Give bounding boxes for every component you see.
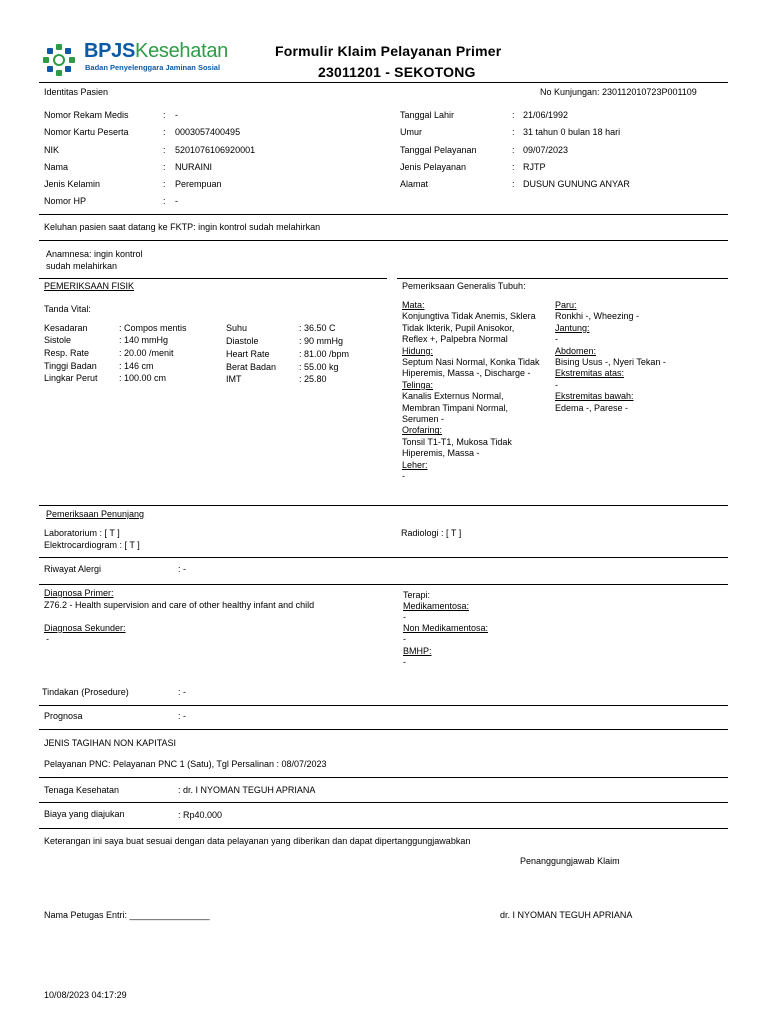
vital-label: Heart Rate bbox=[226, 349, 270, 359]
penanggungjawab-name: dr. I NYOMAN TEGUH APRIANA bbox=[500, 910, 633, 920]
vital-label: Sistole bbox=[44, 335, 72, 345]
field-label: Umur bbox=[400, 127, 422, 137]
field-label: Alamat bbox=[400, 179, 429, 189]
mata-label: Mata: bbox=[402, 300, 425, 310]
generalis-col-left bbox=[402, 300, 542, 483]
field-label: Tanggal Pelayanan bbox=[400, 145, 477, 155]
vital-value: : 36.50 C bbox=[299, 323, 336, 333]
field-colon: : bbox=[163, 196, 166, 206]
field-value: RJTP bbox=[523, 162, 546, 172]
logo-brand-bpjs: BPJS bbox=[84, 40, 136, 62]
ekstremitas-atas-label: Ekstremitas atas: bbox=[555, 368, 625, 379]
field-value: Perempuan bbox=[175, 179, 222, 189]
vital-label: Diastole bbox=[226, 336, 259, 346]
penanggungjawab-label: Penanggungjawab Klaim bbox=[520, 856, 620, 866]
ekstremitas-bawah-value: Edema -, Parese - bbox=[555, 402, 629, 413]
field-value: 21/06/1992 bbox=[523, 110, 569, 120]
field-colon: : bbox=[163, 179, 166, 189]
field-value: 31 tahun 0 bulan 18 hari bbox=[523, 127, 621, 137]
field-colon: : bbox=[163, 127, 166, 137]
generalis-col-right bbox=[555, 300, 725, 414]
medikamentosa-value: - bbox=[403, 612, 406, 622]
prognosa-value: : - bbox=[178, 711, 186, 721]
vital-value: : 20.00 /menit bbox=[119, 348, 174, 358]
hidung-value: Septum Nasi Normal, Konka Tidak Hiperemis, Massa -, Discharge - bbox=[402, 357, 540, 379]
medikamentosa-label: Medikamentosa: bbox=[403, 601, 470, 611]
telinga-value: Kanalis Externus Normal, Membran Timpani Normal, Serumen - bbox=[402, 391, 509, 425]
no-kunjungan: No Kunjungan: 230112010723P001109 bbox=[540, 87, 697, 97]
field-value: - bbox=[175, 196, 178, 206]
vital-value: : 25.80 bbox=[299, 374, 327, 384]
field-colon: : bbox=[512, 145, 515, 155]
leher-label: Leher: bbox=[402, 459, 428, 470]
vital-value: : 81.00 /bpm bbox=[299, 349, 350, 359]
field-label: Nomor Rekam Medis bbox=[44, 110, 129, 120]
laboratorium-field: Laboratorium : [ T ] bbox=[44, 528, 120, 538]
tanda-vital-label: Tanda Vital: bbox=[44, 304, 91, 314]
vital-label: Berat Badan bbox=[226, 362, 277, 372]
tindakan-label: Tindakan (Prosedure) bbox=[42, 687, 129, 697]
alergi-label: Riwayat Alergi bbox=[44, 564, 102, 574]
pemeriksaan-fisik-heading: PEMERIKSAAN FISIK bbox=[44, 281, 135, 291]
field-colon: : bbox=[512, 110, 515, 120]
ekstremitas-atas-value: - bbox=[555, 379, 558, 390]
vital-value: : Compos mentis bbox=[119, 323, 187, 333]
abdomen-value: Bising Usus -, Nyeri Tekan - bbox=[555, 357, 666, 368]
field-colon: : bbox=[512, 162, 515, 172]
orofaring-label: Orofaring: bbox=[402, 425, 443, 436]
field-colon: : bbox=[163, 145, 166, 155]
telinga-label: Telinga: bbox=[402, 379, 434, 390]
diagnosa-primer-label: Diagnosa Primer: bbox=[44, 588, 114, 598]
jantung-label: Jantung: bbox=[555, 322, 590, 333]
field-colon: : bbox=[163, 162, 166, 172]
field-label: Jenis Pelayanan bbox=[400, 162, 467, 172]
field-colon: : bbox=[163, 110, 166, 120]
vital-value: : 140 mmHg bbox=[119, 335, 169, 345]
keluhan-text: Keluhan pasien saat datang ke FKTP: ingin kontrol sudah melahirkan bbox=[44, 222, 321, 232]
bmhp-label: BMHP: bbox=[403, 646, 432, 656]
alergi-value: : - bbox=[178, 564, 186, 574]
field-label: Nama bbox=[44, 162, 69, 172]
vital-label: Lingkar Perut bbox=[44, 373, 98, 383]
anamnesa-line2: sudah melahirkan bbox=[46, 261, 118, 271]
prognosa-label: Prognosa bbox=[44, 711, 83, 721]
vital-label: Suhu bbox=[226, 323, 248, 333]
print-timestamp: 10/08/2023 04:17:29 bbox=[44, 990, 127, 1000]
diagnosa-sekunder-value: - bbox=[46, 634, 49, 644]
field-value: DUSUN GUNUNG ANYAR bbox=[523, 179, 630, 189]
penunjang-heading: Pemeriksaan Penunjang bbox=[46, 509, 145, 519]
vital-value: : 100.00 cm bbox=[119, 373, 167, 383]
tenaga-kesehatan-value: : dr. I NYOMAN TEGUH APRIANA bbox=[178, 785, 316, 795]
page-subtitle: 23011201 - SEKOTONG bbox=[318, 64, 476, 80]
field-value: 0003057400495 bbox=[175, 127, 241, 137]
abdomen-label: Abdomen: bbox=[555, 345, 597, 356]
logo-subtitle: Badan Penyelenggara Jaminan Sosial bbox=[85, 63, 221, 72]
vital-value: : 55.00 kg bbox=[299, 362, 339, 372]
paru-label: Paru: bbox=[555, 300, 577, 310]
tenaga-kesehatan-label: Tenaga Kesehatan bbox=[44, 785, 120, 795]
keterangan-text: Keterangan ini saya buat sesuai dengan data pelayanan yang diberikan dan dapat dipertanggungjawabkan bbox=[44, 836, 471, 846]
non-medikamentosa-label: Non Medikamentosa: bbox=[403, 623, 489, 633]
identitas-heading: Identitas Pasien bbox=[44, 87, 109, 97]
tindakan-value: : - bbox=[178, 687, 186, 697]
generalis-heading: Pemeriksaan Generalis Tubuh: bbox=[402, 281, 526, 291]
field-colon: : bbox=[512, 127, 515, 137]
vital-label: Kesadaran bbox=[44, 323, 88, 333]
anamnesa-line1: Anamnesa: ingin kontrol bbox=[46, 249, 143, 259]
page-title: Formulir Klaim Pelayanan Primer bbox=[275, 43, 502, 59]
orofaring-value: Tonsil T1-T1, Mukosa Tidak Hiperemis, Massa - bbox=[402, 436, 512, 459]
diagnosa-primer-value: Z76.2 - Health supervision and care of other healthy infant and child bbox=[44, 600, 315, 610]
field-label: Nomor HP bbox=[44, 196, 87, 206]
leher-value: - bbox=[402, 471, 405, 482]
vital-label: Tinggi Badan bbox=[44, 361, 97, 371]
field-value: 5201076106920001 bbox=[175, 145, 256, 155]
mata-value: Konjungtiva Tidak Anemis, Sklera Tidak Ikterik, Pupil Anisokor, Reflex +, Palpebra Normal bbox=[402, 311, 536, 345]
elektrocardiogram-field: Elektrocardiogram : [ T ] bbox=[44, 540, 140, 550]
logo-brand-kesehatan: Kesehatan bbox=[135, 40, 228, 62]
hidung-label: Hidung: bbox=[402, 345, 434, 356]
field-label: NIK bbox=[44, 145, 60, 155]
biaya-label: Biaya yang diajukan bbox=[44, 809, 125, 819]
field-value: 09/07/2023 bbox=[523, 145, 569, 155]
jantung-value: - bbox=[555, 334, 558, 345]
bmhp-value: - bbox=[403, 657, 406, 667]
biaya-value: : Rp40.000 bbox=[178, 810, 223, 820]
tagihan-heading: JENIS TAGIHAN NON KAPITASI bbox=[44, 738, 177, 748]
field-label: Nomor Kartu Peserta bbox=[44, 127, 129, 137]
ekstremitas-bawah-label: Ekstremitas bawah: bbox=[555, 391, 634, 402]
tagihan-detail: Pelayanan PNC: Pelayanan PNC 1 (Satu), Tgl Persalinan : 08/07/2023 bbox=[44, 759, 327, 769]
bpjs-logo-icon bbox=[41, 42, 77, 78]
vital-value: : 146 cm bbox=[119, 361, 154, 371]
radiologi-field: Radiologi : [ T ] bbox=[401, 528, 462, 538]
field-label: Jenis Kelamin bbox=[44, 179, 101, 189]
field-value: - bbox=[175, 110, 178, 120]
paru-value: Ronkhi -, Wheezing - bbox=[555, 311, 640, 322]
diagnosa-sekunder-label: Diagnosa Sekunder: bbox=[44, 623, 126, 633]
field-value: NURAINI bbox=[175, 162, 213, 172]
terapi-label: Terapi: bbox=[403, 590, 431, 600]
vital-value: : 90 mmHg bbox=[299, 336, 344, 346]
vital-label: IMT bbox=[226, 374, 242, 384]
field-colon: : bbox=[512, 179, 515, 189]
non-medikamentosa-value: - bbox=[403, 634, 406, 644]
petugas-entri-field: Nama Petugas Entri: ________________ bbox=[44, 910, 210, 920]
vital-label: Resp. Rate bbox=[44, 348, 90, 358]
field-label: Tanggal Lahir bbox=[400, 110, 455, 120]
